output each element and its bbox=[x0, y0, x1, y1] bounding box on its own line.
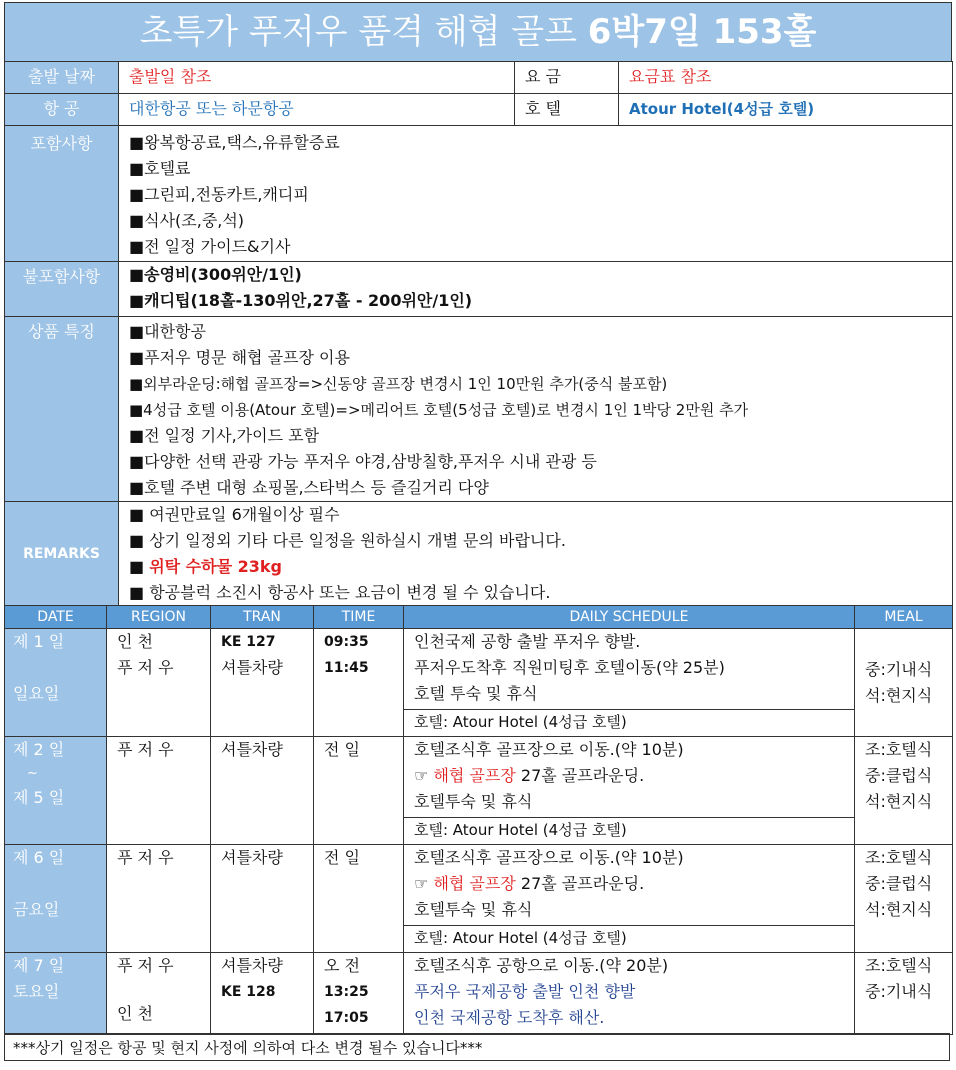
details-table bbox=[4, 125, 953, 607]
day-time: 전 일 bbox=[314, 737, 404, 845]
price-value: 요금표 참조 bbox=[619, 62, 953, 94]
excluded-label: 불포함사항 bbox=[5, 262, 119, 317]
schedule-row bbox=[5, 953, 953, 1035]
included-item: ■왕복항공료,택스,유류할증료 bbox=[129, 133, 340, 152]
remark-item: ■ 위탁 수하물 23kg bbox=[129, 557, 282, 576]
day-time: 오 전 13:25 17:05 bbox=[314, 953, 404, 1035]
departure-label: 출발 날짜 bbox=[5, 62, 119, 94]
header-date: DATE bbox=[5, 606, 107, 629]
included-item: ■그린피,전동카트,캐디피 bbox=[129, 185, 309, 204]
features-list bbox=[119, 317, 953, 502]
day-schedule: 인천국제 공항 출발 푸저우 향발. 푸저우도착후 직원미팅후 호텔이동(약 25분) 호텔 투숙 및 휴식 호텔: Atour Hotel (4성급 호텔) bbox=[404, 629, 855, 737]
header-tran: TRAN bbox=[211, 606, 314, 629]
day-tran: 셔틀차량 bbox=[211, 845, 314, 953]
day-region: 푸 저 우 bbox=[107, 845, 211, 953]
day-meal: 조:호텔식 중:클럽식 석:현지식 bbox=[855, 737, 953, 845]
header-region: REGION bbox=[107, 606, 211, 629]
header-daily-schedule: DAILY SCHEDULE bbox=[404, 606, 855, 629]
included-label: 포함사항 bbox=[5, 126, 119, 262]
feature-item: ■푸저우 명문 해협 골프장 이용 bbox=[129, 348, 350, 367]
day-date: 제 1 일 일요일 bbox=[5, 629, 107, 737]
day-date: 제 2 일 ~ 제 5 일 bbox=[5, 737, 107, 845]
day-date: 제 7 일 토요일 bbox=[5, 953, 107, 1035]
day-time: 전 일 bbox=[314, 845, 404, 953]
schedule-row bbox=[5, 629, 953, 737]
feature-item: ■외부라운딩:해협 골프장=>신동양 골프장 변경시 1인 10만원 추가(중식 불포함) bbox=[129, 375, 668, 393]
day-tran: 셔틀차량 KE 128 bbox=[211, 953, 314, 1035]
baggage-note: 위탁 수하물 23kg bbox=[149, 557, 282, 576]
title-prefix: 초특가 푸저우 품격 해협 골프 bbox=[139, 12, 588, 52]
remark-item: ■ 여권만료일 6개월이상 필수 bbox=[129, 505, 340, 524]
day-time: 09:35 11:45 bbox=[314, 629, 404, 737]
included-item: ■전 일정 가이드&기사 bbox=[129, 237, 291, 256]
golf-course-name: 해협 골프장 bbox=[433, 874, 516, 893]
remark-item: ■ 상기 일정외 기타 다른 일정을 원하실시 개별 문의 바랍니다. bbox=[129, 531, 566, 550]
included-item: ■식사(조,중,석) bbox=[129, 211, 245, 230]
header-time: TIME bbox=[314, 606, 404, 629]
hotel-label: 호 텔 bbox=[515, 94, 619, 126]
title-nights: 6박7일 153홀 bbox=[587, 12, 817, 52]
info-table bbox=[4, 61, 953, 126]
day-hotel: 호텔: Atour Hotel (4성급 호텔) bbox=[404, 925, 854, 950]
excluded-item: ■송영비(300위안/1인) bbox=[129, 265, 302, 284]
day-tran: KE 127 셔틀차량 bbox=[211, 629, 314, 737]
golf-course-name: 해협 골프장 bbox=[433, 766, 516, 785]
excluded-list bbox=[119, 262, 953, 317]
day-tran: 셔틀차량 bbox=[211, 737, 314, 845]
day-hotel: 호텔: Atour Hotel (4성급 호텔) bbox=[404, 817, 854, 842]
schedule-row bbox=[5, 737, 953, 845]
page-title bbox=[4, 2, 952, 62]
airline-label: 항 공 bbox=[5, 94, 119, 126]
day-schedule: 호텔조식후 골프장으로 이동.(약 10분) ☞ 해협 골프장 27홀 골프라운딩. 호텔투숙 및 휴식 호텔: Atour Hotel (4성급 호텔) bbox=[404, 737, 855, 845]
day-region: 인 천 푸 저 우 bbox=[107, 629, 211, 737]
day-date: 제 6 일 금요일 bbox=[5, 845, 107, 953]
header-meal: MEAL bbox=[855, 606, 953, 629]
price-label: 요 금 bbox=[515, 62, 619, 94]
remarks-label: REMARKS bbox=[5, 502, 119, 607]
day-schedule: 호텔조식후 공항으로 이동.(약 20분) 푸저우 국제공항 출발 인천 향발 인천 국제공항 도착후 해산. bbox=[404, 953, 855, 1035]
remarks-list bbox=[119, 502, 953, 607]
feature-item: ■대한항공 bbox=[129, 322, 206, 341]
airline-value: 대한항공 또는 하문항공 bbox=[119, 94, 515, 126]
departure-value: 출발일 참조 bbox=[119, 62, 515, 94]
day-meal: 중:기내식 석:현지식 bbox=[855, 629, 953, 737]
day-region: 푸 저 우 인 천 bbox=[107, 953, 211, 1035]
feature-item: ■4성급 호텔 이용(Atour 호텔)=>메리어트 호텔(5성급 호텔)로 변경시 1인 1박당 2만원 추가 bbox=[129, 401, 749, 419]
day-meal: 조:호텔식 중:클럽식 석:현지식 bbox=[855, 845, 953, 953]
day-meal: 조:호텔식 중:기내식 bbox=[855, 953, 953, 1035]
schedule-row bbox=[5, 845, 953, 953]
features-label: 상품 특징 bbox=[5, 317, 119, 502]
day-schedule: 호텔조식후 골프장으로 이동.(약 10분) ☞ 해협 골프장 27홀 골프라운딩. 호텔투숙 및 휴식 호텔: Atour Hotel (4성급 호텔) bbox=[404, 845, 855, 953]
day-region: 푸 저 우 bbox=[107, 737, 211, 845]
feature-item: ■다양한 선택 관광 가능 푸저우 야경,삼방칠향,푸저우 시내 관광 등 bbox=[129, 452, 597, 471]
feature-item: ■호텔 주변 대형 쇼핑몰,스타벅스 등 즐길거리 다양 bbox=[129, 478, 489, 497]
footer-notice: ***상기 일정은 항공 및 현지 사정에 의하여 다소 변경 될수 있습니다*** bbox=[4, 1033, 950, 1061]
hotel-value: Atour Hotel(4성급 호텔) bbox=[619, 94, 953, 126]
remark-item: ■ 항공블럭 소진시 항공사 또는 요금이 변경 될 수 있습니다. bbox=[129, 583, 551, 602]
included-list bbox=[119, 126, 953, 262]
included-item: ■호텔료 bbox=[129, 159, 191, 178]
schedule-table bbox=[4, 605, 953, 1035]
excluded-item: ■캐디팁(18홀-130위안,27홀 - 200위안/1인) bbox=[129, 291, 473, 310]
feature-item: ■전 일정 기사,가이드 포함 bbox=[129, 426, 320, 445]
day-hotel: 호텔: Atour Hotel (4성급 호텔) bbox=[404, 709, 854, 734]
